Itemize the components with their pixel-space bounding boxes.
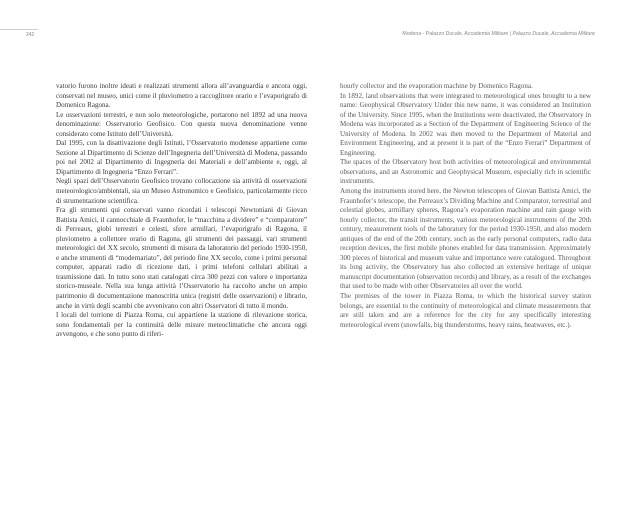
paragraph: Dal 1995, con la disattivazione degli Istituti, l’Osservatorio modenese appartiene come Sezione al Dipartimento di Scienze dell’Ingegneria dell’Università di Modena, passando poi nel 2002 al Dipartimento di Ingegneria dei Materiali e dell’ambiente e, oggi, al Dipartimento di Ingegneria “Enzo Ferrari”. [56,139,307,176]
paragraph: The spaces of the Observatory host both activities of meteorological and environmental observations, and an Astronomic and Geophysical Museum, especially rich in scientific instruments. [340,158,591,186]
paragraph: Le osservazioni terrestri, e non solo meteorologiche, portarono nel 1892 ad una nuova denominazione: Osservatorio Geofisico. Con questa nuova denominazione venne considerato come Istituto dell’Università. [56,110,307,138]
english-text-column [340,82,591,330]
paragraph: In 1892, land observations that were integrated to meteorological ones brought to a new name: Geophysical Observatory Under this new name, it was considered an Institution of the University. Since 1995, when the Institutions were deactivated, the Observatory in Modena was incorporated as a Section of the Department of Engineering Science of the University of Modena. In 2002 was then moved to the Department of Material and Environment Engineering, and at present it is part of the “Enzo Ferrari” Department of Engineering. [340,91,591,157]
running-head-italic: Palazzo Ducale, Accademia Militare [512,31,595,37]
paragraph: Negli spazi dell’Osservatorio Geofisico trovano collocazione sia attività di osservazioni meteorologico/ambientali, sia un Museo Astronomico e Geofisico, particolarmente ricco di strumentazione scientifica. [56,177,307,205]
paragraph: I locali del torrione di Piazza Roma, cui appartiene la stazione di rilevazione storica, sono fondamentali per la continuità delle misure meteoclimatiche che ancora oggi avvengono, e che sono punto di riferi- [56,311,307,339]
running-head-main: Modena - Palazzo Ducale, Accademia Militare | [402,31,513,37]
paragraph: The premises of the tower in Piazza Roma, to which the historical survey station belongs, are essential to the continuity of meteorological and climate measurements that are still taken and are a reference for the city for any specifically interesting meteorological event (snowfalls, big thunderstorms, heavy rains, heatwaves, etc.). [340,292,591,329]
paragraph: hourly collector and the evaporation machine by Domenico Ragona. [340,82,533,90]
paragraph: Among the instruments stored here, the Newton telescopes of Giovan Battista Amici, the Fraunhofer’s telescope, the Perreaux’s Dividing Machine and Comparator, terrestrial and celestial globes, armillary spheres, Ragona’s evaporation machine and rain gauge with hourly collector, the transit instruments, various meteorological instruments of the 20th century, measurement tools of the laboratory for the period 1930-1950, and also modern antiques of the end of the 20th century, such as the early personal computers, radio data reception devices, the first mobile phones enabled for data transmission. Approximately 300 pieces of historical and museum value and importance were catalogued. Throughout its long activity, the Observatory has also collected an extensive heritage of unique manuscript documentation (observation records) and library, as a result of the exchanges that used to be made with other Observatories all over the world. [340,187,591,291]
page-number: 242 [26,32,35,38]
running-head [402,31,595,37]
italian-text-column [56,82,307,340]
paragraph: vatorio furono inoltre ideati e realizzati strumenti allora all’avanguardia e ancora oggi, conservati nel museo, unici come il pluviometro a raccoglitore orario e l’evaporigrafo di Domenico Ragona. [56,82,307,110]
paragraph: Fra gli strumenti qui conservati vanno ricordati i telescopi Newtoniani di Giovan Battista Amici, il cannocchiale di Fraunhofer, le “macchina a dividere” e “comparatore” di Perreaux, globi terrestri e celesti, sfere armillari, l’evaporigrafo di Ragona, il pluviometro a collettore orario di Ragona, gli strumenti dei passaggi, vari strumenti meteorologici del XX secolo, strumenti di misura da laboratorio del periodo 1930-1950, e anche strumenti di “modernariato”, del periodo fine XX secolo, come i primi personal computer, apparati radio di ricezione dati, i primi telefoni cellulari abilitati a trasmissione dati. In tutto sono stati catalogati circa 300 pezzi con valore e importanza storico-museale. Nella sua lunga attività l’Osservatorio ha raccolto anche un ampio patrimonio di documentazione manoscritta unica (registri delle osservazioni) e librario, anche in virtù degli scambi che avvenivano con altri Osservatori di tutto il mondo. [56,206,307,310]
header-rule [0,29,38,30]
